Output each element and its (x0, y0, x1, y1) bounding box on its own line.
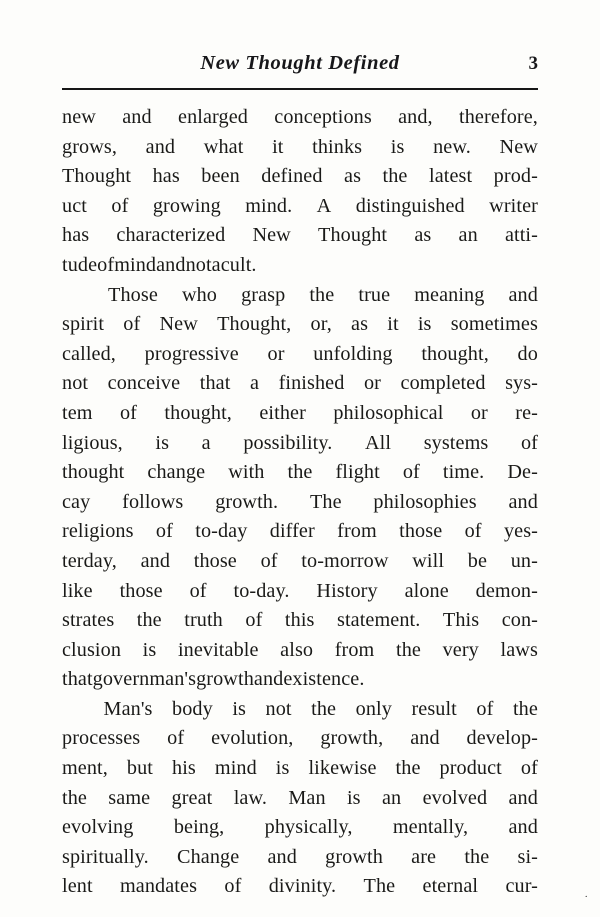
word: strates (62, 609, 115, 632)
word: Those (108, 283, 158, 306)
word: Thought, (217, 313, 292, 336)
word: his (172, 757, 196, 780)
word: of (224, 875, 242, 898)
word: the (382, 165, 408, 188)
word: of (402, 461, 420, 484)
word: the (311, 697, 337, 720)
word: or (470, 401, 488, 424)
word: growth (196, 668, 254, 691)
word: either (259, 401, 306, 424)
header-rule (62, 88, 538, 90)
text-line (62, 547, 538, 577)
word: divinity. (268, 875, 337, 898)
word: or, (310, 313, 332, 336)
word: con- (501, 609, 538, 632)
word: History (316, 579, 378, 602)
word: mandates (120, 875, 198, 898)
word: and (267, 845, 297, 868)
word: grows, (62, 135, 117, 158)
word: of (155, 520, 173, 543)
word: meaning (414, 283, 485, 306)
word: the (287, 461, 313, 484)
text-line (62, 695, 538, 725)
word: or (363, 372, 381, 395)
word: and (156, 253, 186, 276)
word: finished (278, 372, 345, 395)
word: This (442, 609, 480, 632)
word: been (201, 165, 240, 188)
text-line (62, 281, 538, 311)
word: govern (92, 668, 150, 691)
word: prod- (493, 165, 538, 188)
word: growth, (320, 727, 384, 750)
word: clusion (62, 638, 122, 661)
text-line (62, 724, 538, 754)
word: flight (335, 461, 380, 484)
word: ment, (62, 757, 108, 780)
word: to-day (195, 520, 248, 543)
word: not (185, 253, 212, 276)
word: statement. (337, 609, 421, 632)
word: of (520, 757, 538, 780)
word: New (159, 313, 198, 336)
word: latest (428, 165, 473, 188)
word: cur- (505, 875, 538, 898)
word: terday, (62, 549, 117, 572)
word: of (123, 313, 141, 336)
edge-mark: · (584, 891, 588, 903)
text-line (62, 458, 538, 488)
word: cult. (220, 253, 257, 276)
word: the (395, 757, 421, 780)
text-line (62, 754, 538, 784)
word: is (390, 135, 405, 158)
word: law. (233, 786, 267, 809)
word: conceptions (274, 106, 372, 128)
word: re- (515, 401, 538, 424)
word: is (417, 313, 432, 336)
word: si- (517, 845, 538, 868)
word: and (253, 668, 284, 691)
word: evolution, (211, 727, 294, 750)
text-line (62, 843, 538, 873)
text-line (62, 133, 538, 163)
word: existence. (283, 668, 365, 691)
word: enlarged (178, 106, 248, 128)
running-title: New Thought Defined (200, 52, 400, 74)
word: being, (173, 816, 225, 839)
word: evolved (422, 786, 488, 809)
word: a (249, 372, 260, 395)
word: not (62, 372, 89, 395)
text-line (62, 192, 538, 222)
word: who (181, 283, 218, 306)
word: characterized (116, 224, 226, 247)
word: has (152, 165, 180, 188)
word: the (512, 697, 538, 720)
word: conceive (107, 372, 181, 395)
word: a (211, 253, 221, 276)
text-line (62, 665, 538, 695)
word: mind (114, 253, 157, 276)
word: thought, (421, 342, 489, 365)
word: and (508, 786, 538, 809)
word: atti- (504, 224, 538, 247)
word: those (193, 549, 237, 572)
word: of (476, 697, 494, 720)
word: the (464, 845, 490, 868)
word: mentally, (392, 816, 469, 839)
word: of (520, 431, 538, 454)
word: spiritually. (62, 845, 149, 868)
word: thinks (312, 135, 363, 158)
word: and (145, 135, 176, 158)
word: of (111, 194, 129, 217)
word: sys- (505, 372, 538, 395)
word: Man's (103, 697, 153, 720)
word: grasp (241, 283, 286, 306)
word: philosophical (333, 401, 444, 424)
word: Thought (62, 165, 132, 188)
word: uct (62, 194, 87, 217)
paragraph-indent (62, 281, 84, 311)
word: mind. (245, 194, 293, 217)
word: has (62, 224, 90, 247)
text-line (62, 251, 538, 281)
word: called, (62, 342, 116, 365)
word: Thought (318, 224, 388, 247)
word: to-morrow (301, 549, 389, 572)
word: same (108, 786, 151, 809)
paragraph-indent (62, 695, 84, 725)
word: that (199, 372, 231, 395)
word: product (439, 757, 502, 780)
word: body (172, 697, 213, 720)
word: The (363, 875, 396, 898)
word: A (316, 194, 332, 217)
word: do (517, 342, 538, 365)
word: of (464, 520, 482, 543)
word: growth (325, 845, 383, 868)
word: an (381, 786, 402, 809)
word: of (167, 727, 185, 750)
text-line (62, 606, 538, 636)
text-line (62, 221, 538, 251)
word: religions (62, 520, 134, 543)
text-line (62, 784, 538, 814)
word: an (458, 224, 478, 247)
word: All (365, 431, 392, 454)
word: Man (288, 786, 326, 809)
word: is (275, 757, 290, 780)
word: those (399, 520, 443, 543)
word: change (147, 461, 206, 484)
word: lent (62, 875, 93, 898)
word: of (189, 579, 207, 602)
word: growth. (215, 490, 279, 513)
text-line (62, 488, 538, 518)
word: The (309, 490, 342, 513)
word: is (346, 786, 361, 809)
word: physically, (264, 816, 353, 839)
word: and (508, 490, 538, 513)
word: New (252, 224, 291, 247)
word: sometimes (450, 313, 538, 336)
word: those (119, 579, 163, 602)
word: be (467, 549, 488, 572)
word: possibility. (243, 431, 333, 454)
page-number: 3 (528, 53, 538, 74)
word: New (499, 135, 538, 158)
word: of (119, 401, 138, 424)
word: tude (62, 253, 98, 276)
word: and (140, 549, 171, 572)
word: alone (404, 579, 449, 602)
text-line (62, 636, 538, 666)
word: very (442, 638, 479, 661)
word: the (136, 609, 162, 632)
word: as (344, 165, 362, 188)
body-text (62, 103, 538, 902)
word: cay (62, 490, 91, 513)
word: is (232, 697, 246, 720)
word: the (62, 786, 87, 809)
word: De- (507, 461, 538, 484)
word: ligious, (62, 431, 123, 454)
word: from (334, 638, 375, 661)
page-header (62, 52, 538, 75)
word: but (126, 757, 154, 780)
word: with (228, 461, 265, 484)
word: or (267, 342, 285, 365)
word: from (337, 520, 377, 543)
word: progressive (144, 342, 239, 365)
word: truth (184, 609, 223, 632)
word: as (414, 224, 432, 247)
word: mind (214, 757, 257, 780)
text-line (62, 310, 538, 340)
word: of (260, 549, 278, 572)
word: new (62, 106, 96, 128)
word: time. (442, 461, 485, 484)
text-line (62, 429, 538, 459)
word: and (410, 727, 440, 750)
word: philosophies (373, 490, 477, 513)
text-line (62, 162, 538, 192)
word: differ (269, 520, 315, 543)
word: this (284, 609, 315, 632)
word: inevitable (177, 638, 259, 661)
word: tem (62, 401, 93, 424)
word: is (155, 431, 170, 454)
word: only (355, 697, 392, 720)
word: it (387, 313, 399, 336)
word: spirit (62, 313, 105, 336)
word: and (508, 283, 538, 306)
word: writer (489, 194, 538, 217)
word: un- (510, 549, 538, 572)
word: systems (423, 431, 489, 454)
word: growing (152, 194, 221, 217)
word: distinguished (355, 194, 465, 217)
word: demon- (475, 579, 538, 602)
word: Change (177, 845, 240, 868)
word: a (201, 431, 211, 454)
word: new. (433, 135, 471, 158)
text-line (62, 577, 538, 607)
word: as (351, 313, 369, 336)
word: completed (400, 372, 486, 395)
word: like (62, 579, 93, 602)
word: also (280, 638, 314, 661)
word: that (62, 668, 93, 691)
text-line (62, 517, 538, 547)
text-line (62, 369, 538, 399)
word: it (272, 135, 284, 158)
word: the (396, 638, 421, 661)
word: eternal (422, 875, 479, 898)
word: is (142, 638, 157, 661)
word: unfolding (313, 342, 393, 365)
word: therefore, (459, 106, 538, 128)
word: true (358, 283, 391, 306)
word: great (171, 786, 213, 809)
word: to-day. (233, 579, 290, 602)
text-line (62, 872, 538, 902)
word: man's (149, 668, 197, 691)
word: and, (398, 106, 433, 128)
word: develop- (466, 727, 538, 750)
word: follows (122, 490, 184, 513)
text-line (62, 103, 538, 133)
word: the (309, 283, 335, 306)
word: what (203, 135, 244, 158)
word: result (411, 697, 457, 720)
word: and (508, 816, 538, 839)
word: not (265, 697, 292, 720)
word: evolving (62, 816, 134, 839)
word: processes (62, 727, 141, 750)
word: of (97, 253, 115, 276)
word: yes- (503, 520, 538, 543)
word: are (411, 845, 437, 868)
word: will (412, 549, 445, 572)
word: laws (500, 638, 538, 661)
text-line (62, 340, 538, 370)
word: defined (261, 165, 323, 188)
word: and (122, 106, 152, 128)
word: of (245, 609, 263, 632)
word: likewise (308, 757, 377, 780)
word: thought (62, 461, 125, 484)
text-line (62, 399, 538, 429)
text-line (62, 813, 538, 843)
word: thought, (164, 401, 232, 424)
